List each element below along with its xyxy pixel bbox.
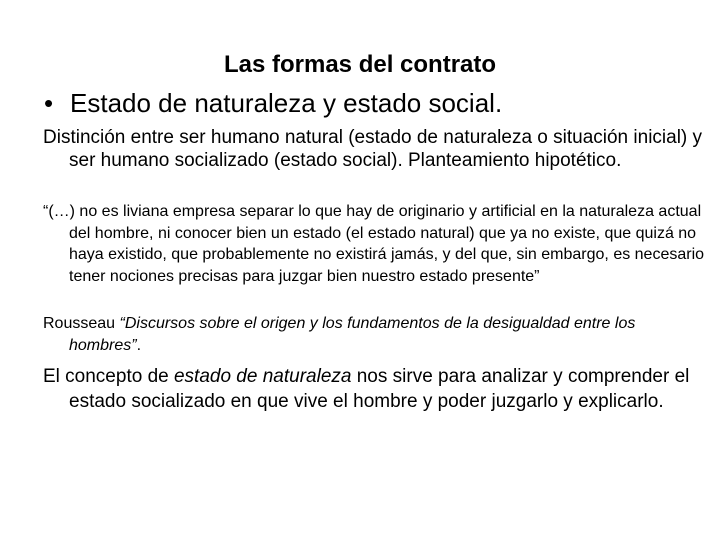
bullet-text: Estado de naturaleza y estado social. (70, 88, 503, 118)
citation-work: “Discursos sobre el origen y los fundamentos de la desigualdad entre los hombres” (69, 315, 636, 354)
bullet-icon: • (44, 88, 54, 118)
citation-end: . (136, 336, 142, 354)
concept-text-after: nos sirve para analizar y comprender el estado socializado en que vive el hombre y poder juzgarlo y explicarlo. (69, 366, 690, 412)
concept-text-before: El concepto de (43, 366, 174, 387)
citation (43, 313, 709, 356)
rousseau-quote: “(…) no es liviana empresa separar lo que hay de originario y artificial en la naturaleza actual del hombre, ni conocer bien un estado (el estado natural) que ya no existe, que quizá no haya existido, que probablemente no existirá jamás, y del que, sin embargo, es necesario tener nociones precisas para juzgar bien nuestro estado presente” (43, 203, 705, 285)
slide-title: Las formas del contrato (223, 51, 497, 78)
citation-author: Rousseau (43, 315, 120, 332)
concept-paragraph (43, 364, 709, 414)
bullet-item (44, 87, 502, 119)
concept-term: estado de naturaleza (173, 366, 352, 387)
distinction-paragraph: Distinción entre ser humano natural (estado de naturaleza o situación inicial) y ser humano socializado (estado social). Planteamiento hipotético. (43, 127, 703, 171)
